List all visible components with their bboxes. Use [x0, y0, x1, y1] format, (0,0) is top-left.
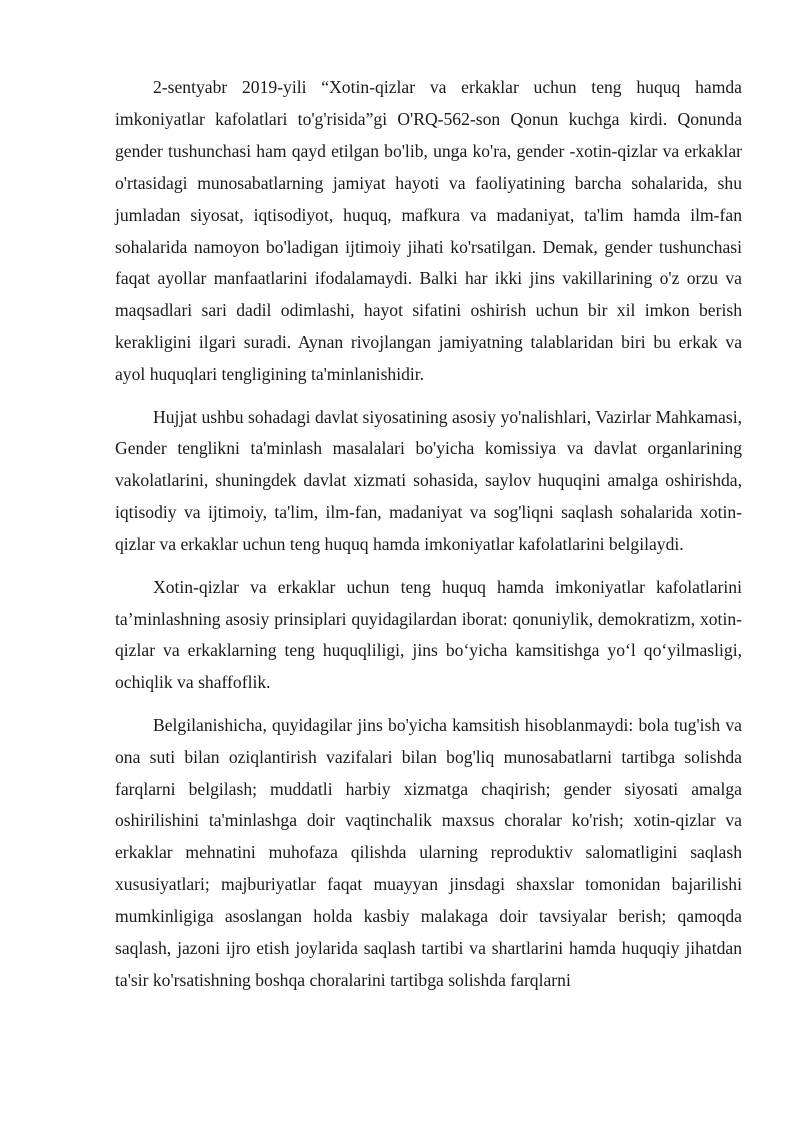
- paragraph-principles: Xotin-qizlar va erkaklar uchun teng huquq hamda imkoniyatlar kafolatlarini ta’minlashning asosiy prinsiplari quyidagilardan iborat: qonuniylik, demokratizm, xotin-qizlar va erkaklarning teng huquqliligi, jins bo‘yicha kamsitishga yo‘l qo‘yilmasligi, ochiqlik va shaffoflik.: [115, 576, 742, 693]
- paragraph-law-enactment: 2-sentyabr 2019-yili “Xotin-qizlar va erkaklar uchun teng huquq hamda imkoniyatlar kafolatlari to'g'risida”gi O'RQ-562-son Qonun kuchga kirdi. Qonunda gender tushunchasi ham qayd etilgan bo'lib, unga ko'ra, gender -xotin-qizlar va erkaklar o'rtasidagi munosabatlarning jamiyat hayoti va faoliyatining barcha sohalarida, shu jumladan siyosat, iqtisodiyot, huquq, mafkura va madaniyat, ta'lim hamda ilm-fan sohalarida namoyon bo'ladigan ijtimoiy jihati ko'rsatilgan. Demak, gender tushunchasi faqat ayollar manfaatlarini ifodalamaydi. Balki har ikki jins vakillarining o'z orzu va maqsadlari sari dadil odimlashi, hayot sifatini oshirish uchun bir xil imkon berish kerakligini ilgari suradi. Aynan rivojlangan jamiyatning talablaridan biri bu erkak va ayol huquqlari tengligining ta'minlanishidir.: [115, 77, 742, 385]
- paragraph-non-discrimination: Belgilanishicha, quyidagilar jins bo'yicha kamsitish hisoblanmaydi: bola tug'ish va ona suti bilan oziqlantirish vazifalari bilan bog'liq munosabatlarni tartibga solishda farqlarni belgilash; muddatli harbiy xizmatga chaqirish; gender siyosati amalga oshirilishini ta'minlashga doir vaqtinchalik maxsus choralar ko'rish; xotin-qizlar va erkaklar mehnatini muhofaza qilishda ularning reproduktiv salomatligini saqlash xususiyatlari; majburiyatlar faqat muayyan jinsdagi shaxslar tomonidan bajarilishi mumkinligiga asoslangan holda kasbiy malakaga doir tavsiyalar berish; qamoqda saqlash, jazoni ijro etish joylarida saqlash tartibi va shartlarini hamda huquqiy jihatdan ta'sir ko'rsatishning boshqa choralarini tartibga solishda farqlarni: [115, 714, 742, 990]
- paragraph-document-scope: Hujjat ushbu sohadagi davlat siyosatining asosiy yo'nalishlari, Vazirlar Mahkamasi, Gender tenglikni ta'minlash masalalari bo'yicha komissiya va davlat organlarining vakolatlarini, shuningdek davlat xizmati sohasida, saylov huquqini amalga oshirishda, iqtisodiy va ijtimoiy, ta'lim, ilm-fan, madaniyat va sog'liqni saqlash sohalarida xotin-qizlar va erkaklar uchun teng huquq hamda imkoniyatlar kafolatlarini belgilaydi.: [115, 406, 742, 555]
- document-page: [115, 72, 742, 1007]
